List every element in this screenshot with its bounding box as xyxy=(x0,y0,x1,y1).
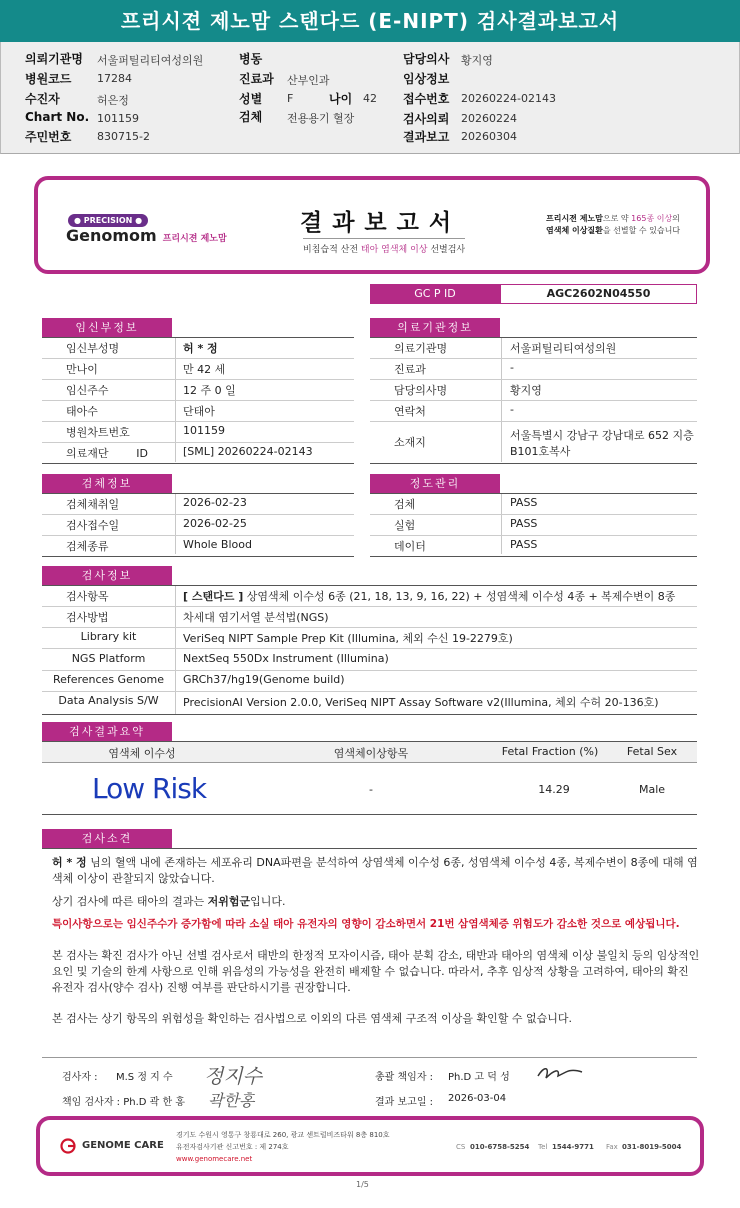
chief-label: 총괄 책임자 : xyxy=(375,1072,434,1083)
field-value: 2026-02-25 xyxy=(183,517,247,530)
footer-card xyxy=(36,1116,704,1176)
report-date: 2026-03-04 xyxy=(448,1093,507,1104)
header-value: 황지영 xyxy=(461,54,493,67)
subtitle-post: 선별검사 xyxy=(427,245,466,255)
divider xyxy=(370,514,697,515)
test-items: 상염색체 이수성 6종 (21, 18, 13, 9, 16, 22) + 성염색체 이수성 4종 + 복제수변이 8종 xyxy=(243,590,676,603)
divider xyxy=(42,848,697,849)
side-text: 으로 약 xyxy=(602,214,632,223)
field-label: 태아수 xyxy=(66,405,98,418)
header-label: 병동 xyxy=(239,52,263,66)
divider xyxy=(501,494,502,554)
divider xyxy=(42,556,354,557)
field-label: 병원차트번호 xyxy=(66,426,130,439)
patient-header xyxy=(0,42,740,154)
section-heading-summary: 검사결과요약 xyxy=(42,722,172,741)
header-label: 나이 xyxy=(329,92,353,106)
tester-name: M.S 정 지 수 xyxy=(116,1072,173,1083)
field-label: 소재지 xyxy=(394,436,426,449)
field-label: 검사항목 xyxy=(66,590,109,603)
finding-text: 님의 혈액 내에 존재하는 세포유리 DNA파편을 분석하여 상염색체 이수성 6종, 성염색체 이수성 4종, 복제수변이 8종에 대해 염색체 이상이 관찰되지 않았습니다. xyxy=(52,856,698,885)
card-subtitle xyxy=(303,238,465,255)
header-value: 20260304 xyxy=(461,130,517,143)
divider xyxy=(42,606,697,607)
special-note: 특이사항으로는 임신주수가 증가함에 따라 소실 태아 유전자의 영향이 감소하면서 21번 삼염색체증 위험도가 감소한 것으로 예상됩니다. xyxy=(52,918,680,930)
logo-name: Genomom xyxy=(66,226,157,245)
field-value: PrecisionAI Version 2.0.0, VeriSeq NIPT Assay Software v2(Illumina, 체외 수허 20-136호) xyxy=(183,696,659,709)
cs-phone: 010-6758-5254 xyxy=(470,1143,530,1151)
field-label: Data Analysis S/W xyxy=(58,694,159,707)
limitation-paragraph: 본 검사는 상기 항목의 위험성을 확인하는 검사법으로 이외의 다른 염색체 구조적 이상을 확인할 수 없습니다. xyxy=(52,1012,572,1025)
header-label: 진료과 xyxy=(239,72,274,86)
header-label: 성별 xyxy=(239,92,263,106)
divider xyxy=(42,514,354,515)
qc-status: PASS xyxy=(510,496,538,509)
side-brand: 프리시젼 제노맘 xyxy=(546,214,603,223)
header-label: 임상정보 xyxy=(403,72,450,86)
header-label: 접수번호 xyxy=(403,92,450,106)
divider xyxy=(42,442,354,443)
precision-badge: ● PRECISION ● xyxy=(68,214,148,227)
divider xyxy=(370,337,697,338)
field-value: GRCh37/hg19(Genome build) xyxy=(183,673,345,686)
logo-subtitle: 프리시젼 제노맘 xyxy=(162,234,227,244)
divider xyxy=(370,400,697,401)
header-label: 결과보고 xyxy=(403,130,450,144)
field-value: VeriSeq NIPT Sample Prep Kit (Illumina, 체외 수신 19-2279호) xyxy=(183,632,513,645)
header-value: 서울퍼틸리티여성의원 xyxy=(97,54,204,67)
field-value xyxy=(183,588,675,604)
tester-signature: 정지수 xyxy=(204,1064,262,1088)
abnormal-items-value: - xyxy=(369,783,373,796)
side-text: 의 xyxy=(672,214,680,223)
header-label: 검체 xyxy=(239,110,263,124)
footer-address: 경기도 수원시 영통구 창룡대로 260, 광교 센트럴비즈타워 8층 810호 xyxy=(176,1131,390,1139)
side-disease: 염색체 이상질환 xyxy=(546,226,603,235)
chief-signature xyxy=(536,1062,584,1084)
footer-license: 유전자검사기관 신고번호 : 제 274호 xyxy=(176,1143,289,1151)
report-title: 프리시젼 제노맘 스탠다드 (E-NIPT) 검사결과보고서 xyxy=(0,0,740,42)
divider xyxy=(42,762,697,763)
divider xyxy=(42,421,354,422)
field-value: 101159 xyxy=(183,424,225,437)
header-label: 주민번호 xyxy=(25,130,72,144)
field-value: 서울특별시 강남구 강남대로 652 지층 xyxy=(510,429,694,442)
footer-brand: GENOME CARE xyxy=(82,1140,164,1151)
header-value: 101159 xyxy=(97,112,139,125)
field-value: 2026-02-23 xyxy=(183,496,247,509)
header-value: 830715-2 xyxy=(97,130,150,143)
header-label: Chart No. xyxy=(25,110,90,124)
card-side-note xyxy=(546,213,680,237)
field-label: Library kit xyxy=(80,630,137,643)
header-value: F xyxy=(287,92,294,105)
divider xyxy=(42,358,354,359)
fetal-sex-value: Male xyxy=(638,783,666,796)
field-label: 데이터 xyxy=(394,540,426,553)
divider xyxy=(370,463,697,464)
finding-text: 상기 검사에 따른 태아의 결과는 xyxy=(52,895,208,908)
header-label: 담당의사 xyxy=(403,52,450,66)
header-label: 수진자 xyxy=(25,92,60,106)
divider xyxy=(42,714,697,715)
section-heading-institution: 의료기관정보 xyxy=(370,318,500,337)
field-value: - xyxy=(510,361,514,374)
section-heading-specimen: 검체정보 xyxy=(42,474,172,493)
section-heading-findings: 검사소견 xyxy=(42,829,172,848)
field-label: 진료과 xyxy=(394,363,426,376)
field-label: 검사방법 xyxy=(66,611,109,624)
field-value: NextSeq 550Dx Instrument (Illumina) xyxy=(183,652,389,665)
side-count: 165종 이상 xyxy=(631,214,673,223)
field-label: 임신주수 xyxy=(66,384,109,397)
footer-url[interactable]: www.genomecare.net xyxy=(176,1155,253,1163)
qc-status: PASS xyxy=(510,538,538,551)
divider xyxy=(42,337,354,338)
section-heading-qc: 정도관리 xyxy=(370,474,500,493)
header-value: 42 xyxy=(363,92,377,105)
report-card xyxy=(34,176,710,274)
field-value: 서울퍼틸리티여성의원 xyxy=(510,342,617,355)
responsible-tester: 책임 검사자 : Ph.D 곽 한 홍 xyxy=(62,1097,185,1108)
risk-group: 저위험군 xyxy=(207,895,251,908)
field-label: 연락처 xyxy=(394,405,426,418)
divider xyxy=(42,670,697,671)
divider xyxy=(42,400,354,401)
divider xyxy=(42,379,354,380)
field-value: 허 * 정 xyxy=(183,342,218,355)
field-label: 검체 xyxy=(394,498,416,511)
report-date-label: 결과 보고일 : xyxy=(375,1097,434,1108)
gcpid-label: GC P ID xyxy=(370,284,500,304)
column-header: 염색체이상항목 xyxy=(333,747,409,760)
tester-label: 검사자 : xyxy=(62,1072,98,1083)
divider xyxy=(42,493,354,494)
field-label: 의료기관명 xyxy=(394,342,448,355)
section-heading-test: 검사정보 xyxy=(42,566,172,585)
subtitle-emphasis: 태아 염색체 이상 xyxy=(360,245,428,255)
header-label: 의뢰기관명 xyxy=(25,52,83,66)
genomom-logo xyxy=(66,226,227,245)
tel-label: Tel xyxy=(538,1143,548,1151)
header-value: 20260224 xyxy=(461,112,517,125)
disclaimer-paragraph: 본 검사는 확진 검사가 아닌 선별 검사로서 태반의 한정적 모자이시즘, 태아 분획 감소, 태반과 태아의 염색체 이상 불일치 등의 임상적인 요인 및 기술의 한계 사항으로 인해 위음성의 가능성을 완전히 배제할 수 없습니다. 따라서, 추후 임상적 상황을 고려하여, 태아의 확진 유전자 검사(양수 검사) 진행 여부를 판단하시기를 권장합니다. xyxy=(52,949,700,994)
header-value: 허은정 xyxy=(97,94,129,107)
finding-paragraph xyxy=(52,855,700,887)
divider xyxy=(370,493,697,494)
header-value: 전용용기 혈장 xyxy=(287,112,355,125)
divider xyxy=(175,494,176,554)
test-tier: [ 스탠다드 ] xyxy=(183,590,244,603)
divider xyxy=(42,691,697,692)
divider xyxy=(42,814,697,815)
field-value: 황지영 xyxy=(510,384,542,397)
chief-name: Ph.D 고 덕 성 xyxy=(448,1072,510,1083)
fax-label: Fax xyxy=(606,1143,618,1151)
gcpid-value: AGC2602N04550 xyxy=(500,284,697,304)
divider xyxy=(42,1057,697,1058)
risk-result: Low Risk xyxy=(92,772,207,805)
patient-name: 허 * 정 xyxy=(52,856,87,869)
field-label: 담당의사명 xyxy=(394,384,448,397)
column-header: Fetal Sex xyxy=(626,745,678,758)
divider xyxy=(370,379,697,380)
field-label: References Genome xyxy=(52,673,165,686)
divider xyxy=(370,358,697,359)
divider xyxy=(370,535,697,536)
field-label: 검사접수일 xyxy=(66,519,120,532)
field-value: 12 주 0 일 xyxy=(183,384,236,397)
tel-phone: 1544-9771 xyxy=(552,1143,594,1151)
column-header: Fetal Fraction (%) xyxy=(501,745,599,758)
header-label: 병원코드 xyxy=(25,72,72,86)
field-label: 실험 xyxy=(394,519,416,532)
column-header: 염색체 이수성 xyxy=(108,747,176,760)
field-value: 단태아 xyxy=(183,405,215,418)
divider xyxy=(42,648,697,649)
field-value: 만 42 세 xyxy=(183,363,226,376)
field-value: Whole Blood xyxy=(183,538,252,551)
card-title: 결과보고서 xyxy=(300,210,462,236)
field-value: B101호복사 xyxy=(510,445,571,458)
header-label: 검사의뢰 xyxy=(403,112,450,126)
finding-text: 입니다. xyxy=(250,895,286,908)
divider xyxy=(370,556,697,557)
field-label: 임신부성명 xyxy=(66,342,120,355)
section-heading-pregnant: 임신부정보 xyxy=(42,318,172,337)
field-value: [SML] 20260224-02143 xyxy=(183,445,313,458)
subtitle-pre: 비침습적 산전 xyxy=(303,245,361,255)
page-number: 1/5 xyxy=(356,1180,369,1189)
field-value: 차세대 염기서열 분석법(NGS) xyxy=(183,611,329,624)
divider xyxy=(42,585,697,586)
fax-number: 031-8019-5004 xyxy=(622,1143,682,1151)
fetal-fraction-value: 14.29 xyxy=(538,783,570,796)
qc-status: PASS xyxy=(510,517,538,530)
field-label: 만나이 xyxy=(66,363,98,376)
cs-label: CS xyxy=(456,1143,466,1151)
header-value: 17284 xyxy=(97,72,132,85)
divider xyxy=(42,535,354,536)
side-text: 을 선별할 수 있습니다 xyxy=(602,226,681,235)
field-label: 검체종류 xyxy=(66,540,109,553)
finding-paragraph xyxy=(52,894,700,910)
divider xyxy=(42,627,697,628)
field-value: - xyxy=(510,403,514,416)
divider xyxy=(42,463,354,464)
responsible-signature: 곽한홍 xyxy=(208,1091,255,1110)
field-label: 의료재단 ID xyxy=(66,447,148,460)
divider xyxy=(370,421,697,422)
genomecare-logo-icon xyxy=(60,1138,80,1154)
field-label: NGS Platform xyxy=(71,652,146,665)
field-label: 검체채취일 xyxy=(66,498,120,511)
header-value: 20260224-02143 xyxy=(461,92,556,105)
header-value: 산부인과 xyxy=(287,74,330,87)
